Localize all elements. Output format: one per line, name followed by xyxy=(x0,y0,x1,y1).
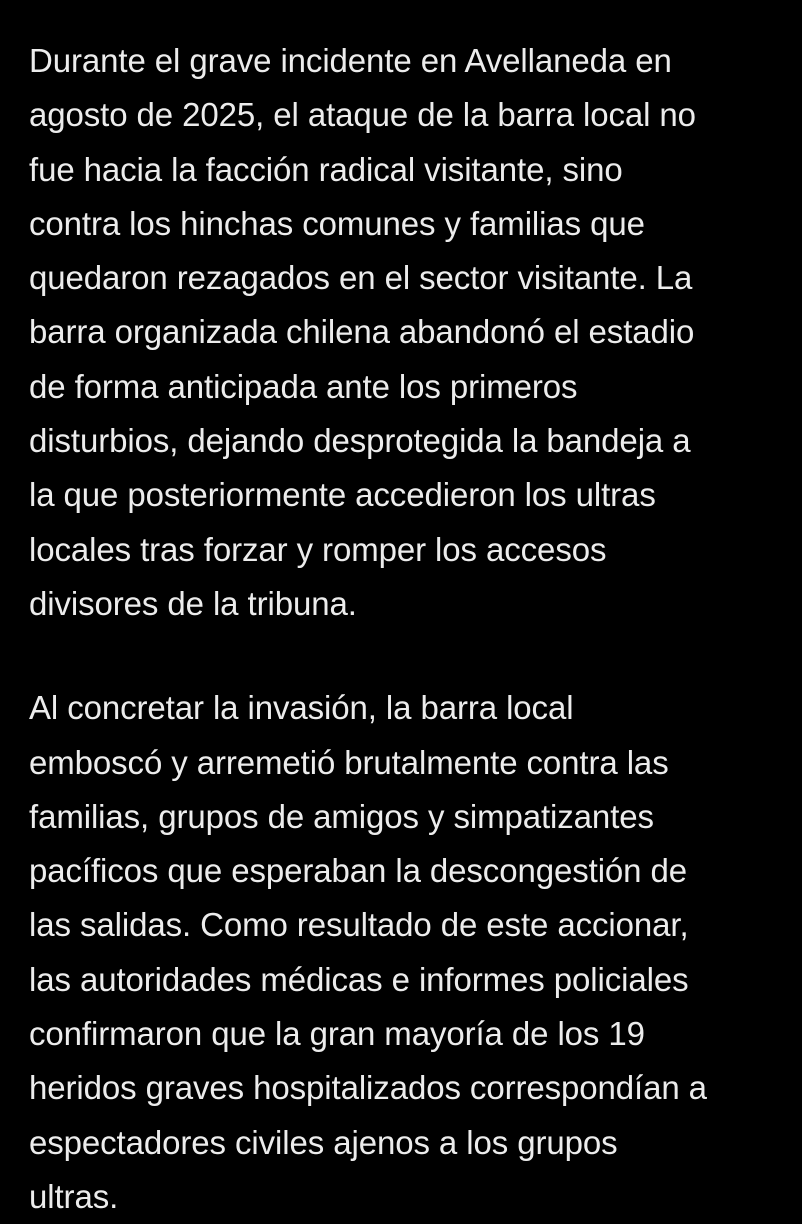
text-line: de forma anticipada ante los primeros xyxy=(29,367,578,405)
text-line: las salidas. Como resultado de este accionar, xyxy=(29,906,689,944)
text-line: barra organizada chilena abandonó el estadio xyxy=(29,313,695,351)
text-line: heridos graves hospitalizados correspondían a xyxy=(29,1069,707,1107)
text-line: pacíficos que esperaban la descongestión de xyxy=(29,852,688,890)
text-line: quedaron rezagados en el sector visitante. La xyxy=(29,259,693,297)
text-line: contra los hinchas comunes y familias que xyxy=(29,204,645,242)
document-body xyxy=(29,34,797,1224)
text-line: espectadores civiles ajenos a los grupos xyxy=(29,1123,618,1161)
paragraph-2 xyxy=(29,681,797,1224)
text-line: familias, grupos de amigos y simpatizantes xyxy=(29,797,654,835)
text-line: la que posteriormente accedieron los ultras xyxy=(29,476,656,514)
text-line: Durante el grave incidente en Avellaneda en xyxy=(29,42,672,79)
text-line: locales tras forzar y romper los accesos xyxy=(29,530,607,568)
text-line: divisores de la tribuna. xyxy=(29,584,357,622)
text-line: ultras. xyxy=(29,1177,119,1215)
text-line: Al concretar la invasión, la barra local xyxy=(29,689,574,727)
text-line: emboscó y arremetió brutalmente contra las xyxy=(29,743,669,781)
text-line: confirmaron que la gran mayoría de los 19 xyxy=(29,1015,645,1053)
text-line: disturbios, dejando desprotegida la bandeja a xyxy=(29,422,691,460)
text-line: las autoridades médicas e informes policiales xyxy=(29,960,689,998)
text-line: agosto de 2025, el ataque de la barra local no xyxy=(29,96,696,134)
paragraph-1 xyxy=(29,34,797,631)
text-line: fue hacia la facción radical visitante, sino xyxy=(29,150,623,188)
